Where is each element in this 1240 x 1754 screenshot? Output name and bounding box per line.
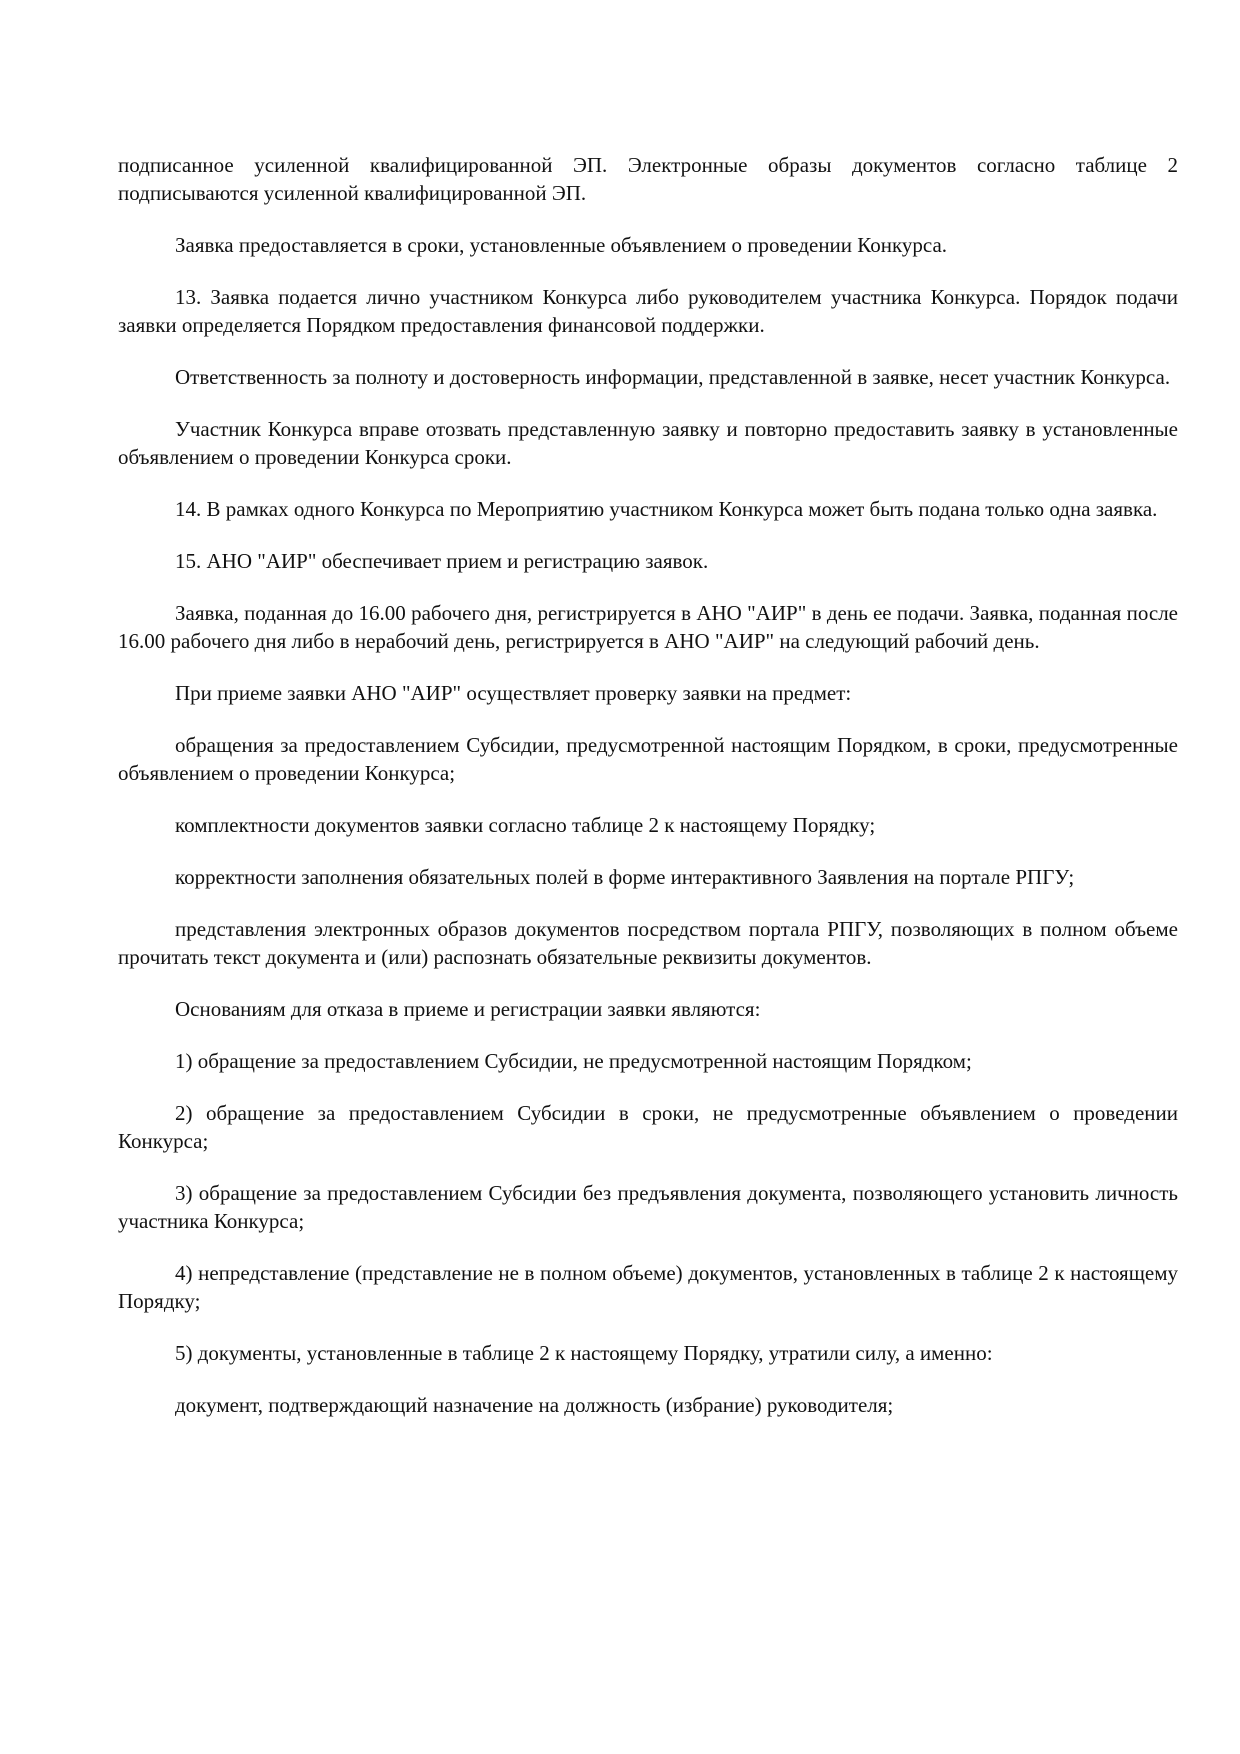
- paragraph-refusal-1: 1) обращение за предоставлением Субсидии, не предусмотренной настоящим Порядком;: [175, 1049, 972, 1073]
- paragraph-item-13: 13. Заявка подается лично участником Конкурса либо руководителем участника Конкурса. Порядок подачи заявки определяется Порядком предоставления финансовой поддержки.: [118, 285, 1178, 337]
- paragraph-item-14: 14. В рамках одного Конкурса по Мероприятию участником Конкурса может быть подана только одна заявка.: [175, 497, 1158, 521]
- paragraph-refusal-5-document: документ, подтверждающий назначение на должность (избрание) руководителя;: [175, 1393, 894, 1417]
- paragraph-refusal-intro: Основаниям для отказа в приеме и регистрации заявки являются:: [175, 997, 761, 1021]
- paragraph-refusal-4: 4) непредставление (представление не в полном объеме) документов, установленных в таблице 2 к настоящему Порядку;: [118, 1261, 1178, 1313]
- paragraph-check-intro: При приеме заявки АНО "АИР" осуществляет проверку заявки на предмет:: [175, 681, 852, 705]
- paragraph-item-15: 15. АНО "АИР" обеспечивает прием и регистрацию заявок.: [175, 549, 709, 573]
- paragraph-refusal-3: 3) обращение за предоставлением Субсидии без предъявления документа, позволяющего установить личность участника Конкурса;: [118, 1181, 1178, 1233]
- paragraph-continuation: подписанное усиленной квалифицированной ЭП. Электронные образы документов согласно таблице 2 подписываются усиленной квалифицированной ЭП.: [118, 153, 1178, 205]
- paragraph-responsibility: Ответственность за полноту и достоверность информации, представленной в заявке, несет участник Конкурса.: [175, 365, 1171, 389]
- paragraph-check-images: представления электронных образов документов посредством портала РПГУ, позволяющих в полном объеме прочитать текст документа и (или) распознать обязательные реквизиты документов.: [118, 917, 1178, 969]
- paragraph-refusal-5: 5) документы, установленные в таблице 2 к настоящему Порядку, утратили силу, а именно:: [175, 1341, 993, 1365]
- paragraph-refusal-2: 2) обращение за предоставлением Субсидии в сроки, не предусмотренные объявлением о проведении Конкурса;: [118, 1101, 1178, 1153]
- paragraph-withdrawal: Участник Конкурса вправе отозвать представленную заявку и повторно предоставить заявку в установленные объявлением о проведении Конкурса сроки.: [118, 417, 1178, 469]
- paragraph-registration-time: Заявка, поданная до 16.00 рабочего дня, регистрируется в АНО "АИР" в день ее подачи. Заявка, поданная после 16.00 рабочего дня либо в нерабочий день, регистрируется в АНО "АИР" на следующий рабочий день.: [118, 601, 1178, 653]
- paragraph-submission-deadline: Заявка предоставляется в сроки, установленные объявлением о проведении Конкурса.: [175, 233, 948, 257]
- paragraph-check-completeness: комплектности документов заявки согласно таблице 2 к настоящему Порядку;: [175, 813, 876, 837]
- paragraph-check-subsidy: обращения за предоставлением Субсидии, предусмотренной настоящим Порядком, в сроки, предусмотренные объявлением о проведении Конкурса;: [118, 733, 1178, 785]
- document-body: [118, 151, 1178, 1443]
- paragraph-check-fields: корректности заполнения обязательных полей в форме интерактивного Заявления на портале РПГУ;: [175, 865, 1075, 889]
